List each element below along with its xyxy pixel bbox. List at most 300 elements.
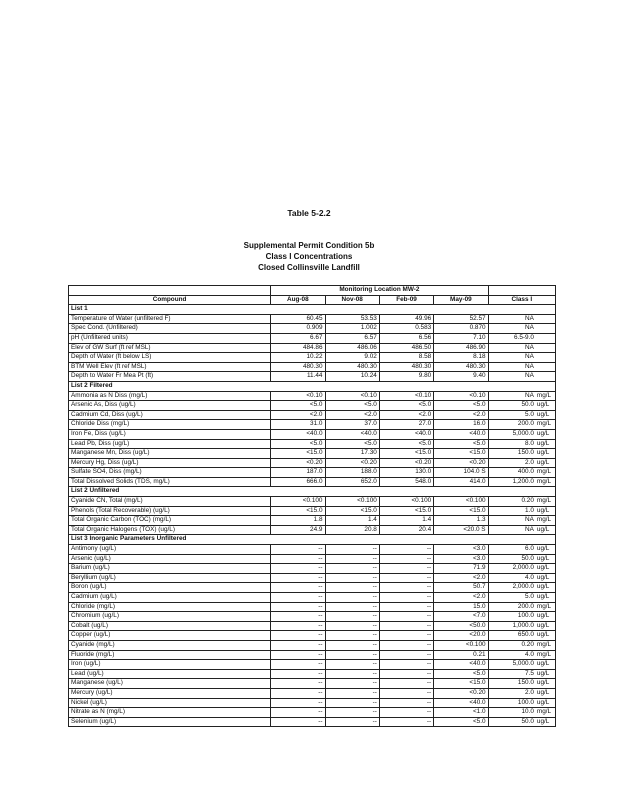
title-line-2: Class I Concentrations <box>265 252 353 261</box>
measurement-value: -- <box>271 669 325 679</box>
measurement-value: <20.0 <box>434 631 488 641</box>
measurement-value: 31.0 <box>271 420 325 430</box>
table-body <box>69 305 556 727</box>
measurement-value: 24.9 <box>271 525 325 535</box>
unit-label: mg/L <box>536 602 556 612</box>
measurement-value: 187.0 <box>271 468 325 478</box>
measurement-value: -- <box>271 708 325 718</box>
class-i-standard: NA <box>488 372 536 382</box>
table-row <box>69 391 556 401</box>
measurement-value: -- <box>325 717 379 727</box>
measurement-value: -- <box>325 660 379 670</box>
unit-label <box>536 343 556 353</box>
unit-label <box>536 353 556 363</box>
unit-label: mg/L <box>536 497 556 507</box>
measurement-value: <40.0 <box>434 429 488 439</box>
measurement-value: -- <box>271 650 325 660</box>
column-header-compound: Compound <box>69 295 271 305</box>
unit-label: mg/L <box>536 516 556 526</box>
measurement-value: -- <box>325 669 379 679</box>
measurement-value: 6.56 <box>379 333 433 343</box>
measurement-value: -- <box>271 554 325 564</box>
measurement-value: -- <box>379 660 433 670</box>
measurement-value: <40.0 <box>271 429 325 439</box>
unit-label: ug/L <box>536 573 556 583</box>
measurement-value: 652.0 <box>325 477 379 487</box>
unit-label: mg/L <box>536 640 556 650</box>
section-row <box>69 381 556 391</box>
measurement-value: 9.80 <box>379 372 433 382</box>
compound-name: Manganese (ug/L) <box>69 679 271 689</box>
unit-label: ug/L <box>536 449 556 459</box>
class-i-standard: 0.20 <box>488 497 536 507</box>
class-i-standard: 4.0 <box>488 573 536 583</box>
measurement-value: <5.0 <box>325 439 379 449</box>
measurement-value: -- <box>325 688 379 698</box>
class-i-standard: 0.20 <box>488 640 536 650</box>
unit-label: ug/L <box>536 698 556 708</box>
measurement-value: -- <box>271 593 325 603</box>
measurement-value: 480.30 <box>434 362 488 372</box>
measurement-value: <5.0 <box>434 669 488 679</box>
compound-name: Total Dissolved Solids (TDS, mg/L) <box>69 477 271 487</box>
compound-name: Cyanide CN, Total (mg/L) <box>69 497 271 507</box>
measurement-value: <15.0 <box>379 449 433 459</box>
table-row <box>69 343 556 353</box>
measurement-value: -- <box>379 717 433 727</box>
measurement-value: <0.10 <box>271 391 325 401</box>
measurement-value: <2.0 <box>271 410 325 420</box>
measurement-value: -- <box>325 631 379 641</box>
measurement-value: <2.0 <box>325 410 379 420</box>
measurement-value: <0.10 <box>434 391 488 401</box>
measurement-value: -- <box>325 602 379 612</box>
table-row <box>69 372 556 382</box>
unit-label: mg/L <box>536 708 556 718</box>
table-row <box>69 506 556 516</box>
column-header-nov-08: Nov-08 <box>325 295 379 305</box>
measurement-value: -- <box>325 650 379 660</box>
class-i-standard: 100.0 <box>488 698 536 708</box>
class-i-standard: 2.0 <box>488 688 536 698</box>
table-row <box>69 401 556 411</box>
compound-name: Mercury (ug/L) <box>69 688 271 698</box>
measurement-value: -- <box>325 545 379 555</box>
unit-label: ug/L <box>536 593 556 603</box>
section-title: List 3 Inorganic Parameters Unfiltered <box>69 535 556 545</box>
class-i-standard: NA <box>488 516 536 526</box>
measurement-value: <0.20 <box>325 458 379 468</box>
class-i-standard: 50.0 <box>488 717 536 727</box>
measurement-value: 53.53 <box>325 314 379 324</box>
measurement-value: <0.10 <box>325 391 379 401</box>
spacer-cell <box>488 286 555 296</box>
class-i-standard: 1,000.0 <box>488 621 536 631</box>
class-i-standard: NA <box>488 314 536 324</box>
measurement-value: <5.0 <box>434 717 488 727</box>
unit-label: mg/L <box>536 420 556 430</box>
column-header-may-09: May-09 <box>434 295 488 305</box>
measurement-value: -- <box>379 631 433 641</box>
table-row <box>69 324 556 334</box>
unit-label: ug/L <box>536 631 556 641</box>
table-row <box>69 353 556 363</box>
compound-name: Elev of GW Surf (ft ref MSL) <box>69 343 271 353</box>
measurement-value: -- <box>379 573 433 583</box>
compound-name: Cadmium (ug/L) <box>69 593 271 603</box>
unit-label: ug/L <box>536 679 556 689</box>
class-i-standard: NA <box>488 353 536 363</box>
measurement-value: <0.100 <box>271 497 325 507</box>
measurement-value: -- <box>379 583 433 593</box>
measurement-value: -- <box>271 640 325 650</box>
compound-name: Chloride Diss (mg/L) <box>69 420 271 430</box>
unit-label: ug/L <box>536 506 556 516</box>
compound-name: Chromium (ug/L) <box>69 612 271 622</box>
table-row <box>69 708 556 718</box>
measurement-value: -- <box>271 660 325 670</box>
measurement-value: -- <box>271 573 325 583</box>
measurement-value: <50.0 <box>434 621 488 631</box>
measurement-value: <15.0 <box>434 506 488 516</box>
compound-name: Arsenic As, Diss (ug/L) <box>69 401 271 411</box>
measurement-value: <5.0 <box>325 401 379 411</box>
measurement-value: <3.0 <box>434 554 488 564</box>
measurement-value: <5.0 <box>434 401 488 411</box>
class-i-standard: 50.0 <box>488 554 536 564</box>
table-row <box>69 717 556 727</box>
measurement-value: 50.7 <box>434 583 488 593</box>
unit-label: ug/L <box>536 439 556 449</box>
measurement-value: <0.20 <box>271 458 325 468</box>
unit-label <box>536 324 556 334</box>
class-i-standard: 150.0 <box>488 449 536 459</box>
measurement-value: 130.0 <box>379 468 433 478</box>
measurement-value: <20.0 S <box>434 525 488 535</box>
compound-name: Total Organic Carbon (TOC) (mg/L) <box>69 516 271 526</box>
class-i-standard: 4.0 <box>488 650 536 660</box>
section-title: List 1 <box>69 305 556 315</box>
class-i-standard: 2.0 <box>488 458 536 468</box>
measurement-value: -- <box>379 679 433 689</box>
measurement-value: -- <box>271 564 325 574</box>
class-i-standard: 200.0 <box>488 420 536 430</box>
class-i-standard: NA <box>488 324 536 334</box>
measurement-value: 60.45 <box>271 314 325 324</box>
compound-name: Nitrate as N (mg/L) <box>69 708 271 718</box>
measurement-value: <0.100 <box>379 497 433 507</box>
measurement-value: <7.0 <box>434 612 488 622</box>
measurement-value: 11.44 <box>271 372 325 382</box>
measurement-value: 1.8 <box>271 516 325 526</box>
measurement-value: <15.0 <box>434 679 488 689</box>
section-title: List 2 Filtered <box>69 381 556 391</box>
measurement-value: -- <box>379 612 433 622</box>
table-row <box>69 477 556 487</box>
compound-name: Cadmium Cd, Diss (ug/L) <box>69 410 271 420</box>
compound-name: Arsenic (ug/L) <box>69 554 271 564</box>
measurement-value: <0.100 <box>434 497 488 507</box>
measurement-value: <5.0 <box>271 401 325 411</box>
unit-label: ug/L <box>536 458 556 468</box>
measurement-value: -- <box>271 688 325 698</box>
compound-name: Temperature of Water (unfiltered F) <box>69 314 271 324</box>
unit-label <box>536 333 556 343</box>
class-i-standard: NA <box>488 343 536 353</box>
class-i-standard: 10.0 <box>488 708 536 718</box>
measurement-value: 20.4 <box>379 525 433 535</box>
table-row <box>69 410 556 420</box>
measurement-value: <0.20 <box>434 688 488 698</box>
measurement-value: 37.0 <box>325 420 379 430</box>
unit-label <box>536 362 556 372</box>
table-row <box>69 468 556 478</box>
table-row <box>69 640 556 650</box>
unit-label: ug/L <box>536 564 556 574</box>
table-row <box>69 602 556 612</box>
compound-name: Cobalt (ug/L) <box>69 621 271 631</box>
concentrations-table <box>68 285 556 727</box>
unit-label: mg/L <box>536 391 556 401</box>
unit-label: ug/L <box>536 525 556 535</box>
measurement-value: <3.0 <box>434 545 488 555</box>
table-row <box>69 650 556 660</box>
table-row <box>69 497 556 507</box>
measurement-value: <15.0 <box>271 506 325 516</box>
table-row <box>69 669 556 679</box>
compound-name: Selenium (ug/L) <box>69 717 271 727</box>
class-i-standard: 5.0 <box>488 593 536 603</box>
measurement-value: 104.0 S <box>434 468 488 478</box>
section-row <box>69 535 556 545</box>
measurement-value: <40.0 <box>434 698 488 708</box>
measurement-value: -- <box>379 688 433 698</box>
table-row <box>69 525 556 535</box>
measurement-value: 17.30 <box>325 449 379 459</box>
measurement-value: 71.9 <box>434 564 488 574</box>
measurement-value: -- <box>271 612 325 622</box>
table-row <box>69 679 556 689</box>
table-number: Table 5-2.2 <box>287 208 331 218</box>
measurement-value: 0.909 <box>271 324 325 334</box>
measurement-value: <2.0 <box>434 410 488 420</box>
measurement-value: 480.30 <box>271 362 325 372</box>
measurement-value: -- <box>271 621 325 631</box>
measurement-value: 9.02 <box>325 353 379 363</box>
measurement-value: -- <box>325 583 379 593</box>
compound-name: Sulfate SO4, Diss (mg/L) <box>69 468 271 478</box>
unit-label <box>536 372 556 382</box>
measurement-value: -- <box>271 679 325 689</box>
measurement-value: <2.0 <box>434 593 488 603</box>
compound-name: BTM Well Elev (ft ref MSL) <box>69 362 271 372</box>
measurement-value: -- <box>271 583 325 593</box>
class-i-standard: 650.0 <box>488 631 536 641</box>
measurement-value: -- <box>379 545 433 555</box>
measurement-value: -- <box>271 602 325 612</box>
class-i-standard: 6.5-9.0 <box>488 333 536 343</box>
measurement-value: -- <box>379 602 433 612</box>
measurement-value: <40.0 <box>379 429 433 439</box>
column-header-class-i: Class I <box>488 295 555 305</box>
compound-name: pH (Unfiltered units) <box>69 333 271 343</box>
compound-name: Lead (ug/L) <box>69 669 271 679</box>
measurement-value: <5.0 <box>379 401 433 411</box>
table-row <box>69 429 556 439</box>
table-row <box>69 573 556 583</box>
unit-label: ug/L <box>536 583 556 593</box>
measurement-value: <0.100 <box>434 640 488 650</box>
measurement-value: 1.002 <box>325 324 379 334</box>
measurement-value: 0.870 <box>434 324 488 334</box>
measurement-value: <15.0 <box>434 449 488 459</box>
title-block <box>0 208 618 273</box>
measurement-value: 480.30 <box>379 362 433 372</box>
class-i-standard: 5,000.0 <box>488 429 536 439</box>
measurement-value: 8.58 <box>379 353 433 363</box>
measurement-value: 10.24 <box>325 372 379 382</box>
measurement-value: 188.0 <box>325 468 379 478</box>
column-header-aug-08: Aug-08 <box>271 295 325 305</box>
class-i-standard: 200.0 <box>488 602 536 612</box>
measurement-value: -- <box>271 545 325 555</box>
measurement-value: -- <box>379 708 433 718</box>
unit-label <box>536 314 556 324</box>
compound-name: Mercury Hg, Diss (ug/L) <box>69 458 271 468</box>
measurement-value: -- <box>325 564 379 574</box>
measurement-value: <40.0 <box>434 660 488 670</box>
measurement-value: 1.4 <box>379 516 433 526</box>
measurement-value: -- <box>379 564 433 574</box>
measurement-value: -- <box>379 669 433 679</box>
unit-label: ug/L <box>536 545 556 555</box>
measurement-value: -- <box>379 593 433 603</box>
class-i-standard: 6.0 <box>488 545 536 555</box>
measurement-value: 1.4 <box>325 516 379 526</box>
section-row <box>69 305 556 315</box>
measurement-value: <2.0 <box>434 573 488 583</box>
measurement-value: 548.0 <box>379 477 433 487</box>
measurement-value: -- <box>271 717 325 727</box>
measurement-value: 49.96 <box>379 314 433 324</box>
table-row <box>69 554 556 564</box>
class-i-standard: 7.5 <box>488 669 536 679</box>
measurement-value: -- <box>325 698 379 708</box>
class-i-standard: 1.0 <box>488 506 536 516</box>
table-row <box>69 660 556 670</box>
table-row <box>69 564 556 574</box>
compound-name: Phenols (Total Recoverable) (ug/L) <box>69 506 271 516</box>
measurement-value: <15.0 <box>271 449 325 459</box>
measurement-value: 486.50 <box>379 343 433 353</box>
compound-name: Chloride (mg/L) <box>69 602 271 612</box>
class-i-standard: 5.0 <box>488 410 536 420</box>
class-i-standard: 100.0 <box>488 612 536 622</box>
measurement-value: <15.0 <box>379 506 433 516</box>
table-row <box>69 458 556 468</box>
table-row <box>69 449 556 459</box>
class-i-standard: 400.0 <box>488 468 536 478</box>
unit-label: mg/L <box>536 477 556 487</box>
measurement-value: <5.0 <box>379 439 433 449</box>
compound-name: Depth of Water (ft below LS) <box>69 353 271 363</box>
measurement-value: 15.0 <box>434 602 488 612</box>
measurement-value: -- <box>325 593 379 603</box>
compound-name: Beryllium (ug/L) <box>69 573 271 583</box>
table-row <box>69 583 556 593</box>
measurement-value: <5.0 <box>271 439 325 449</box>
column-header-feb-09: Feb-09 <box>379 295 433 305</box>
class-i-standard: 50.0 <box>488 401 536 411</box>
measurement-value: -- <box>379 640 433 650</box>
table-row <box>69 545 556 555</box>
measurement-value: 6.67 <box>271 333 325 343</box>
measurement-value: -- <box>325 621 379 631</box>
concentrations-table-wrapper <box>68 285 556 727</box>
unit-label: ug/L <box>536 554 556 564</box>
measurement-value: -- <box>271 698 325 708</box>
compound-name: Iron Fe, Diss (ug/L) <box>69 429 271 439</box>
spacer-cell <box>69 286 271 296</box>
measurement-value: 27.0 <box>379 420 433 430</box>
table-row <box>69 631 556 641</box>
measurement-value: 484.86 <box>271 343 325 353</box>
measurement-value: 0.21 <box>434 650 488 660</box>
table-row <box>69 362 556 372</box>
measurement-value: <0.20 <box>434 458 488 468</box>
unit-label: ug/L <box>536 410 556 420</box>
table-row <box>69 698 556 708</box>
unit-label: ug/L <box>536 669 556 679</box>
measurement-value: 6.57 <box>325 333 379 343</box>
table-row <box>69 439 556 449</box>
measurement-value: <5.0 <box>434 439 488 449</box>
unit-label: ug/L <box>536 401 556 411</box>
measurement-value: -- <box>271 631 325 641</box>
measurement-value: -- <box>379 621 433 631</box>
compound-name: Ammonia as N Diss (mg/L) <box>69 391 271 401</box>
unit-label: ug/L <box>536 429 556 439</box>
measurement-value: -- <box>379 650 433 660</box>
table-row <box>69 420 556 430</box>
measurement-value: -- <box>325 573 379 583</box>
unit-label: ug/L <box>536 717 556 727</box>
measurement-value: 1.3 <box>434 516 488 526</box>
unit-label: ug/L <box>536 621 556 631</box>
measurement-value: -- <box>325 708 379 718</box>
unit-label: ug/L <box>536 688 556 698</box>
class-i-standard: 150.0 <box>488 679 536 689</box>
section-row <box>69 487 556 497</box>
compound-name: Lead Pb, Diss (ug/L) <box>69 439 271 449</box>
measurement-value: 8.18 <box>434 353 488 363</box>
compound-name: Total Organic Halogens (TOX) (ug/L) <box>69 525 271 535</box>
compound-name: Spec Cond. (Unfiltered) <box>69 324 271 334</box>
unit-label: mg/L <box>536 468 556 478</box>
measurement-value: 20.8 <box>325 525 379 535</box>
unit-label: ug/L <box>536 612 556 622</box>
measurement-value: 0.583 <box>379 324 433 334</box>
measurement-value: 666.0 <box>271 477 325 487</box>
measurement-value: <2.0 <box>379 410 433 420</box>
measurement-value: <0.20 <box>379 458 433 468</box>
measurement-value: -- <box>325 554 379 564</box>
measurement-value: 9.40 <box>434 372 488 382</box>
measurement-value: <0.10 <box>379 391 433 401</box>
table-row <box>69 333 556 343</box>
class-i-standard: 5,000.0 <box>488 660 536 670</box>
measurement-value: <40.0 <box>325 429 379 439</box>
